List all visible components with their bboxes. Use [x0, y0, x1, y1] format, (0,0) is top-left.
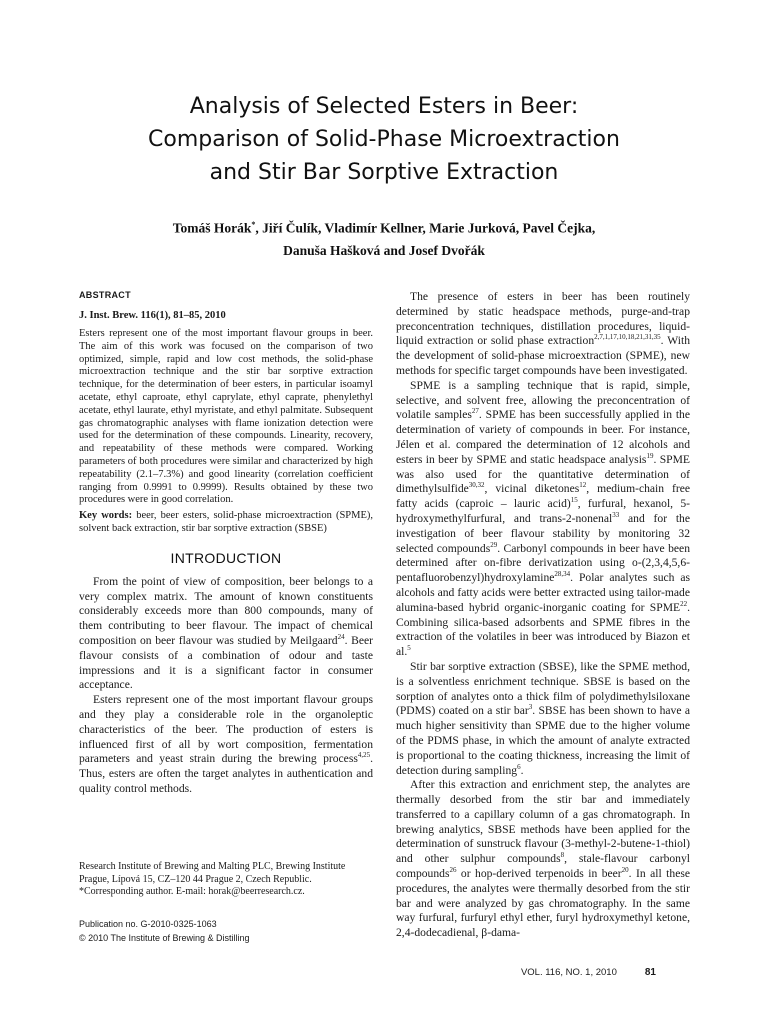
author-line-1 — [0, 214, 768, 240]
citation: 8 — [560, 851, 565, 860]
intro-p1-text: From the point of view of composition, beer belongs to a very complex matrix. The amount of known constituents considerably exceeds more than 800 compounds, many of them contributing to beer flavour. The impact of chemical composition on beer flavour was studied by Meilgaard — [79, 574, 373, 647]
copyright: © 2010 The Institute of Brewing & Distilling — [79, 932, 250, 943]
left-column — [79, 290, 373, 797]
citation: 24 — [337, 633, 345, 642]
rp1-text: The presence of esters in beer has been routinely determined by static headspace methods, purge-and-trap preconcentration techniques, distillation procedures, liquid-liquid extraction or solid phase extraction — [396, 290, 690, 348]
rp2-text: . Polar analytes such as alcohols and fatty acids were better extracted using tailor-made alumina-based hybrid organic-inorganic coating for SPME — [396, 571, 690, 614]
intro-paragraph-1 — [79, 575, 373, 693]
rp2-text: . Carbonyl compounds in beer have been determined after on-fibre derivatization using o-(2,3,4,5,6-pentafluorobenzyl)hydroxylamine — [396, 541, 690, 585]
affiliation — [79, 861, 373, 899]
abstract-text: Esters represent one of the most important flavour groups in beer. The aim of this work was focused on the comparison of two optimized, simple, rapid and low cost methods, the solid-phase microextraction technique and the stir bar sorptive extraction technique, for the determination of beer esters, in particular isoamyl acetate, ethyl caproate, ethyl caprylate, ethyl caprate, phenylethyl acetate, ethyl laurate, ethyl myristate, and ethyl palmitate. Subsequent gas chromatographic analyses with flame ionization detection were used for the determination of these compounds. Linearity, recovery, and repeatability of these methods were compared. Working parameters of both procedures were similar and characterized by high repeatability (2.1–7.3%) and good linearity (correlation coefficient ranging from 0.9991 to 0.9999). Results obtained by these two procedures were in good correlation. — [79, 328, 373, 506]
citation: 3 — [528, 703, 533, 712]
corresponding-email: *Corresponding author. E-mail: horak@beerresearch.cz. — [79, 886, 305, 898]
publication-number: Publication no. G-2010-0325-1063 — [79, 919, 217, 929]
right-paragraph-1 — [396, 290, 690, 379]
citation: 33 — [612, 511, 620, 520]
citation: 20 — [621, 866, 629, 875]
right-column — [396, 290, 690, 941]
journal-citation: J. Inst. Brew. 116(1), 81–85, 2010 — [79, 310, 226, 321]
introduction-heading: INTRODUCTION — [170, 549, 282, 566]
volume-info: VOL. 116, NO. 1, 2010 — [520, 967, 617, 978]
citation: 15 — [570, 496, 578, 505]
rp2-text: , furfural, hexanol, 5-hydroxymethylfurfural, and trans-2-nonenal — [396, 497, 690, 525]
title-line-1: Analysis of Selected Esters in Beer: — [189, 94, 579, 119]
citation: 6 — [517, 762, 521, 771]
article-title — [0, 90, 768, 189]
rp2-text: , medium-chain free fatty acids (caproic – lauric acid) — [396, 482, 690, 511]
keywords-text: beer, beer esters, solid-phase microextraction (SPME), solvent back extraction, stir bar sorptive extraction (SBSE) — [79, 510, 374, 534]
right-paragraph-3 — [396, 660, 690, 778]
affiliation-address: Research Institute of Brewing and Malting PLC, Brewing Institute Prague, Lípová 15, CZ–120 44 Prague 2, Czech Republic. — [79, 861, 346, 885]
co-authors: , Jiří Čulík, Vladimír Kellner, Marie Jurková, Pavel Čejka, — [255, 220, 596, 236]
rp1-text-cont: . With the development of solid-phase microextraction (SPME), new methods for specific target compounds have been investigated. — [396, 334, 691, 377]
citation: 2,7,1,17,10,18,21,31,35 — [594, 333, 661, 342]
keywords-label: Key words: — [79, 510, 133, 522]
publication-info — [79, 918, 373, 945]
citation: 30,32 — [468, 481, 485, 490]
title-line-3: and Stir Bar Sorptive Extraction — [209, 160, 559, 185]
rp3-text: Stir bar sorptive extraction (SBSE), like the SPME method, is a solventless enrichment technique. SBSE is based on the sorption of analytes onto a thick film of polydimethylsiloxane (PDMS) coated on a stir bar — [396, 659, 690, 718]
rp2-text: and for the investigation of beer flavour stability by monitoring 32 selected compounds — [396, 511, 690, 555]
rp4-text: or hop-derived terpenoids in beer — [456, 867, 622, 881]
rp4-text: After this extraction and enrichment step, the analytes are thermally desorbed from the stir bar and immediately transferred to a capillary column of a gas chromatograph. In brewing analytics, SBSE methods have been applied for the determination of sunstruck flavour (3-methyl-2-butene-1-thiol) and other sulphur compounds — [396, 778, 690, 866]
lead-author: Tomáš Horák — [172, 220, 252, 236]
citation: 29 — [490, 540, 498, 549]
citation: 19 — [646, 451, 654, 460]
keywords — [79, 510, 373, 536]
citation: 4,25 — [357, 751, 371, 760]
intro-p2-text-cont: . Thus, esters are often the target analytes in authentication and quality control methods. — [79, 752, 373, 795]
author-list — [0, 214, 768, 262]
intro-p2-text: Esters represent one of the most important flavour groups and they play a considerable role in the organoleptic characteristics of the beer. The production of esters is influenced first of all by wort composition, fermentation parameters and yeast strain during the brewing process — [79, 693, 373, 766]
abstract-heading: ABSTRACT — [79, 290, 131, 300]
corresponding-mark: * — [251, 220, 256, 229]
citation: 5 — [407, 644, 411, 653]
intro-p1-text-cont: . Beer flavour consists of a combination of odour and taste impressions and it is a significant factor in consumer acceptance. — [79, 633, 373, 692]
citation: 22 — [680, 599, 688, 608]
page-footer — [521, 967, 656, 978]
rp2-text: . SPME was also used for the quantitative determination of dimethylsulfide — [396, 452, 690, 496]
citation: 27 — [471, 407, 479, 416]
intro-paragraph-2 — [79, 693, 373, 797]
rp3-text: . — [520, 763, 524, 777]
rp4-text: . In all these procedures, the analytes were thermally desorbed from the stir bar and were analyzed by gas chromatography. In the same way furfural, furfuryl ethyl ether, furyl hydroxymethyl ketone, 2,4-dodecadienal, β-dama- — [396, 867, 690, 940]
rp2-text: . Combining silica-based adsorbents and SPME fibres in the extraction of the volatiles in beer was introduced by Biazon et al. — [396, 600, 690, 659]
author-line-2: Danuša Hašková and Josef Dvořák — [283, 242, 485, 258]
citation: 26 — [449, 866, 457, 875]
rp2-text: , vicinal diketones — [484, 482, 580, 496]
citation: 28,34 — [554, 570, 571, 579]
right-paragraph-4 — [396, 778, 690, 941]
rp4-text: , stale-flavour carbonyl compounds — [396, 852, 690, 881]
rp3-text: . SBSE has been shown to have a much higher sensitivity than SPME due to the higher volume of the PDMS phase, in which the amount of analyte extracted is proportional to the coating thickness, increasing the limit of detection during sampling — [396, 704, 690, 777]
rp2-text: . SPME has been successfully applied in the determination of variety of compounds in beer. For instance, Jélen et al. compared the determination of 12 alcohols and esters in beer by SPME and static headspace analysis — [396, 408, 690, 466]
right-paragraph-2 — [396, 379, 690, 660]
rp2-text: SPME is a sampling technique that is rapid, simple, selective, and solvent free, allowing the preconcentration of volatile samples — [396, 378, 690, 422]
page-number: 81 — [644, 967, 656, 978]
title-line-2: Comparison of Solid-Phase Microextraction — [148, 127, 620, 152]
citation: 12 — [579, 481, 587, 490]
